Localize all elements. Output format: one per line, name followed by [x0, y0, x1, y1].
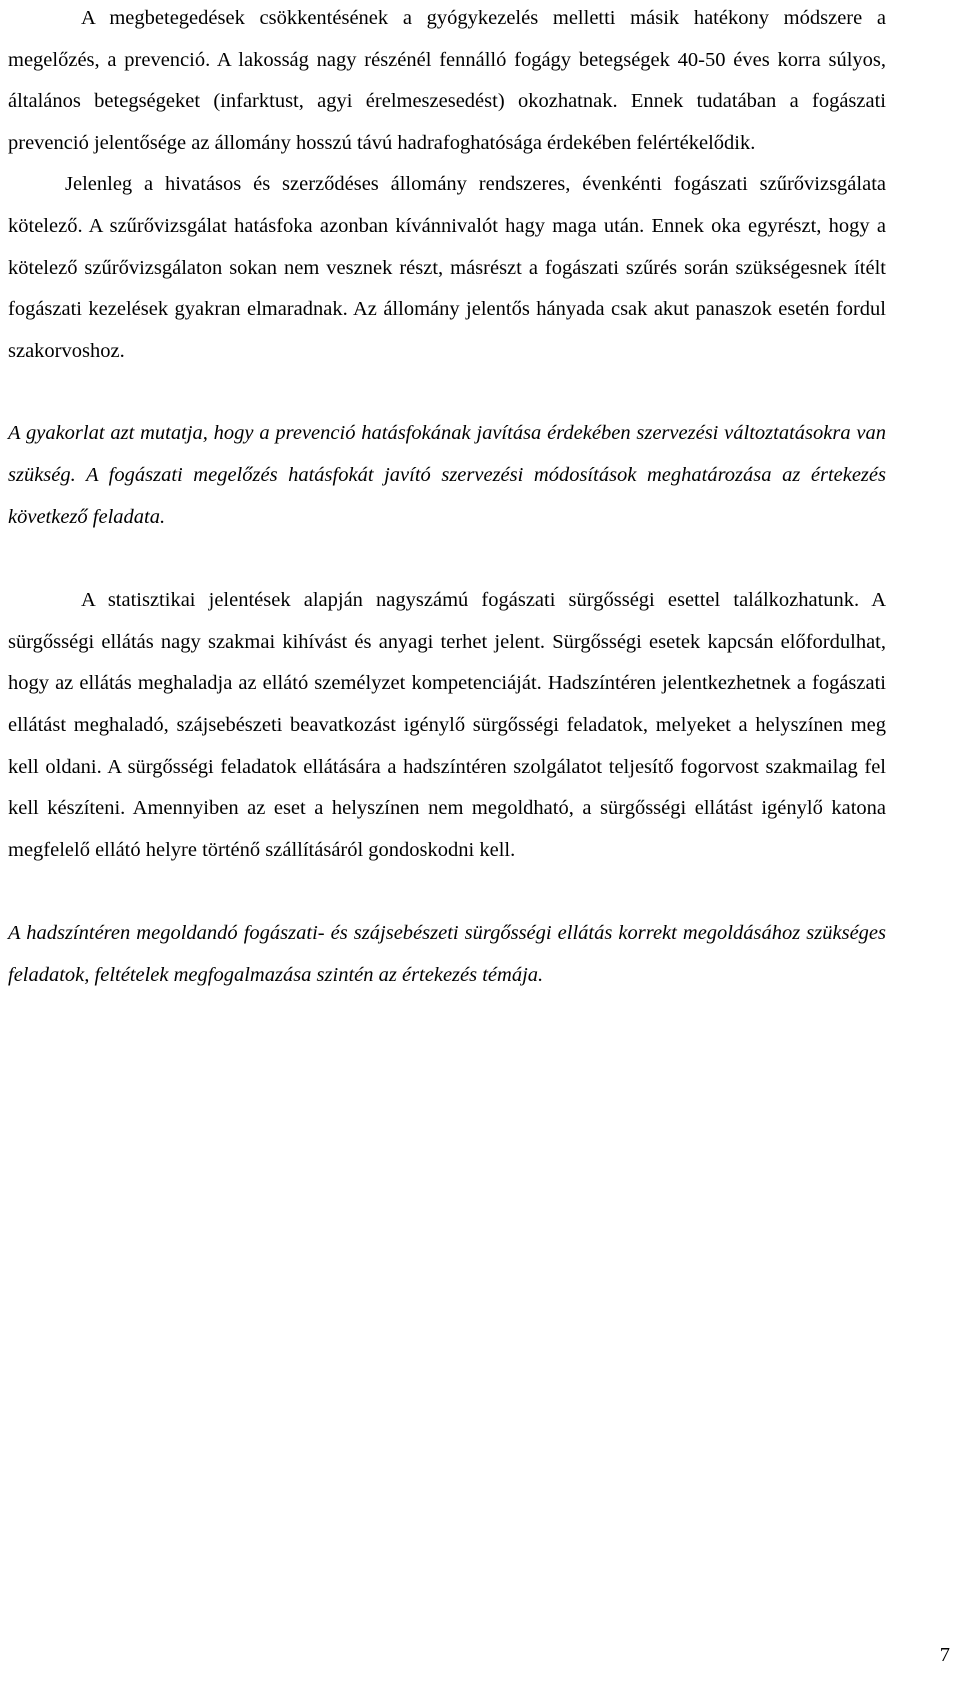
paragraph-organizational-changes: A gyakorlat azt mutatja, hogy a prevenció hatásfokának javítása érdekében szervezési változtatásokra van szükség. A fogászati megelőzés hatásfokát javító szervezési módosítások meghatározása az értekezés következő feladata. [8, 422, 886, 528]
paragraph-battlefield-task: A hadszíntéren megoldandó fogászati- és szájsebészeti sürgősségi ellátás korrekt megoldásához szükséges feladatok, feltételek megfogalmazása szintén az értekezés témája. [8, 922, 886, 986]
paragraph-emergency-care: A statisztikai jelentések alapján nagyszámú fogászati sürgősségi esettel találkozhatunk. A sürgősségi ellátás nagy szakmai kihívást és anyagi terhet jelent. Sürgősségi esetek kapcsán előfordulhat, hogy az ellátás meghaladja az ellátó személyzet kompetenciáját. Hadszíntéren jelentkezhetnek a fogászati ellátást meghaladó, szájsebészeti beavatkozást igénylő sürgősségi feladatok, melyeket a helyszínen meg kell oldani. A sürgősségi feladatok ellátására a hadszíntéren szolgálatot teljesítő fogorvost szakmailag fel kell készíteni. Amennyiben az eset a helyszínen nem megoldható, a sürgősségi ellátást igénylő katona megfelelő ellátó helyre történő szállításáról gondoskodni kell. [8, 589, 886, 861]
paragraph-screening: Jelenleg a hivatásos és szerződéses állomány rendszeres, évenkénti fogászati szűrővizsgálata kötelező. A szűrővizsgálat hatásfoka azonban kívánnivalót hagy maga után. Ennek oka egyrészt, hogy a kötelező szűrővizsgálaton sokan nem vesznek részt, másrészt a fogászati szűrés során szükségesnek ítélt fogászati kezelések gyakran elmaradnak. Az állomány jelentős hányada csak akut panaszok esetén fordul szakorvoshoz. [8, 173, 886, 362]
page-number: 7 [939, 1644, 950, 1666]
document-page [8, 0, 886, 996]
paragraph-prevention-intro: A megbetegedések csökkentésének a gyógykezelés melletti másik hatékony módszere a megelőzés, a prevenció. A lakosság nagy részénél fennálló fogágy betegségek 40-50 éves korra súlyos, általános betegségeket (infarktust, agyi érelmeszesedést) okozhatnak. Ennek tudatában a fogászati prevenció jelentősége az állomány hosszú távú hadrafoghatósága érdekében felértékelődik. [8, 7, 886, 154]
